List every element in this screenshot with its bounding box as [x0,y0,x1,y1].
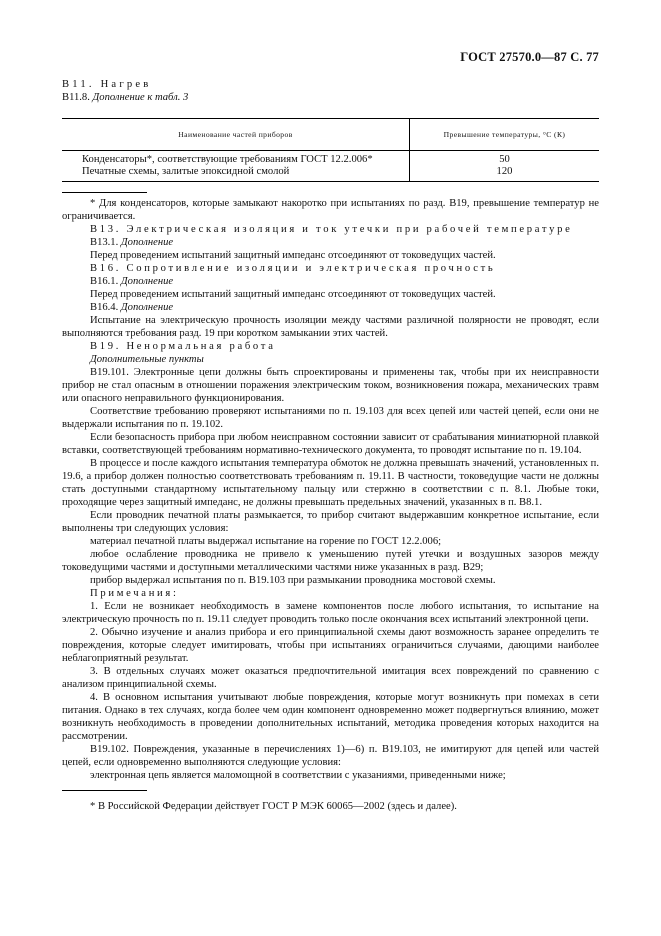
table-cell-parts [62,151,410,182]
page-footnote: * В Российской Федерации действует ГОСТ Р МЭК 60065—2002 (здесь и далее). [90,801,457,812]
section-b11-8-label: Дополнение к табл. 3 [92,92,189,103]
list-item: электронная цепь является маломощной в соответствии с указаниями, приведенными ниже; [90,770,506,781]
paragraph: Если проводник печатной платы размыкается, то прибор считают выдержавшим конкретное испытание, если выполнены три следующих условия: [62,510,599,534]
paragraph: Перед проведением испытаний защитный импеданс отсоединяют от токоведущих частей. [90,250,496,261]
paragraph: В процессе и после каждого испытания температура обмоток не должна превышать значений, установленных п. 19.6, а прибор должен полностью соответствовать требованиям п. 19.11. В частности, токоведущие части не должны стать доступными стандартному испытательному пальцу или стержню в соответствии с п. 8.1. Любые токи, проходящие через защитный импеданс, не должны превышать предельных значений, указанных в п. В8.1. [62,458,599,508]
table-cell-name: Печатные схемы, залитые эпоксидной смолой [82,165,290,177]
paragraph: В19.102. Повреждения, указанные в перечислениях 1)—6) п. В19.103, не имитируют для цепей или частей цепей, если одновременно выполняются следующие условия: [62,744,599,768]
page-header: ГОСТ 27570.0—87 С. 77 [460,50,599,64]
section-b11-8-number: В11.8. [62,92,90,103]
note-item: 2. Обычно изучение и анализ прибора и его принципиальной схемы дают возможность заранее определить те повреждения, которые следует имитировать, чтобы при испытаниях ограничиться случаями, дающими наиболее неблагоприятный результат. [62,627,599,664]
section-b13-1-number: В13.1. [90,237,119,248]
list-item: прибор выдержал испытания по п. В19.103 при размыкании проводника мостовой схемы. [90,575,496,586]
list-item: материал печатной платы выдержал испытание на горение по ГОСТ 12.2.006; [90,536,442,547]
page-content [62,78,599,813]
table-header-row [62,119,599,151]
section-b19-extra-label: Дополнительные пункты [90,354,204,365]
section-b16-1 [62,275,599,288]
section-b16-4 [62,301,599,314]
section-b16-1-label: Дополнение [120,276,174,287]
paragraph: Если безопасность прибора при любом неисправном состоянии зависит от срабатывания миниатюрной плавкой вставки, соответствующей требованиям нормативно-технического документа, то проводят испытание по п. 19.104. [62,432,599,456]
section-b11-8 [62,91,599,104]
temperature-table [62,118,599,182]
note-item: 1. Если не возникает необходимость в замене компонентов после любого испытания, то испытание на электрическую прочность по п. 19.11 следует проводить только после окончания всех испытаний электронной цепи. [62,601,599,625]
list-item: любое ослабление проводника не привело к уменьшению путей утечки и воздушных зазоров между токоведущими частями и доступными металлическими частями ниже указанных в разд. В29; [62,549,599,573]
section-b19-title: В19. Ненормальная работа [90,341,276,352]
notes-title: Примечания: [90,588,179,599]
section-b13-title: В13. Электрическая изоляция и ток утечки при рабочей температуре [90,224,573,235]
section-b16-title: В16. Сопротивление изоляции и электрическая прочность [90,263,496,274]
note-item: 3. В отдельных случаях может оказаться предпочтительной имитация всех повреждений по сравнению с анализом принципиальной схемы. [62,666,599,690]
paragraph: В19.101. Электронные цепи должны быть спроектированы и применены так, чтобы при их неисправности прибор не стал опасным в отношении поражения электрическим током, возникновения пожара, механических травм или опасного неправильного функционирования. [62,367,599,404]
section-b13-1-label: Дополнение [120,237,174,248]
note-item: 4. В основном испытания учитывают любые повреждения, которые могут возникнуть при помехах в сети питания. Однако в тех случаях, когда более чем один компонент одновременно может подвергнуться влиянию, может возникнуть необходимость в проведении дополнительных испытаний, методика проведения которых находится на рассмотрении. [62,692,599,742]
table-cell-values [410,151,600,182]
table-row [62,151,599,182]
paragraph: Испытание на электрическую прочность изоляции между частями различной полярности не проводят, если выполняются требования разд. 19 при коротком замыкании этих частей. [62,315,599,339]
section-b16-1-number: В16.1. [90,276,119,287]
section-b11-title: В11. Нагрев [62,79,152,90]
table-header-temperature: Превышение температуры, °С (К) [410,119,600,151]
table-cell-name: Конденсаторы*, соответствующие требованиям ГОСТ 12.2.006* [82,154,373,165]
page-footnote-divider [62,790,147,791]
paragraph: Перед проведением испытаний защитный импеданс отсоединяют от токоведущих частей. [90,289,496,300]
section-b16-4-label: Дополнение [120,302,174,313]
paragraph: Соответствие требованию проверяют испытаниями по п. 19.103 для всех цепей или частей цепей, если они не выдержали испытания по п. 19.102. [62,406,599,430]
section-b13-1 [62,236,599,249]
table-header-parts: Наименование частей приборов [62,119,410,151]
section-b16-4-number: В16.4. [90,302,119,313]
table-cell-value: 120 [496,165,513,177]
table-footnote: * Для конденсаторов, которые замыкают накоротко при испытаниях по разд. В19, превышение температур не ограничивается. [62,198,599,222]
table-cell-value: 50 [499,154,510,165]
